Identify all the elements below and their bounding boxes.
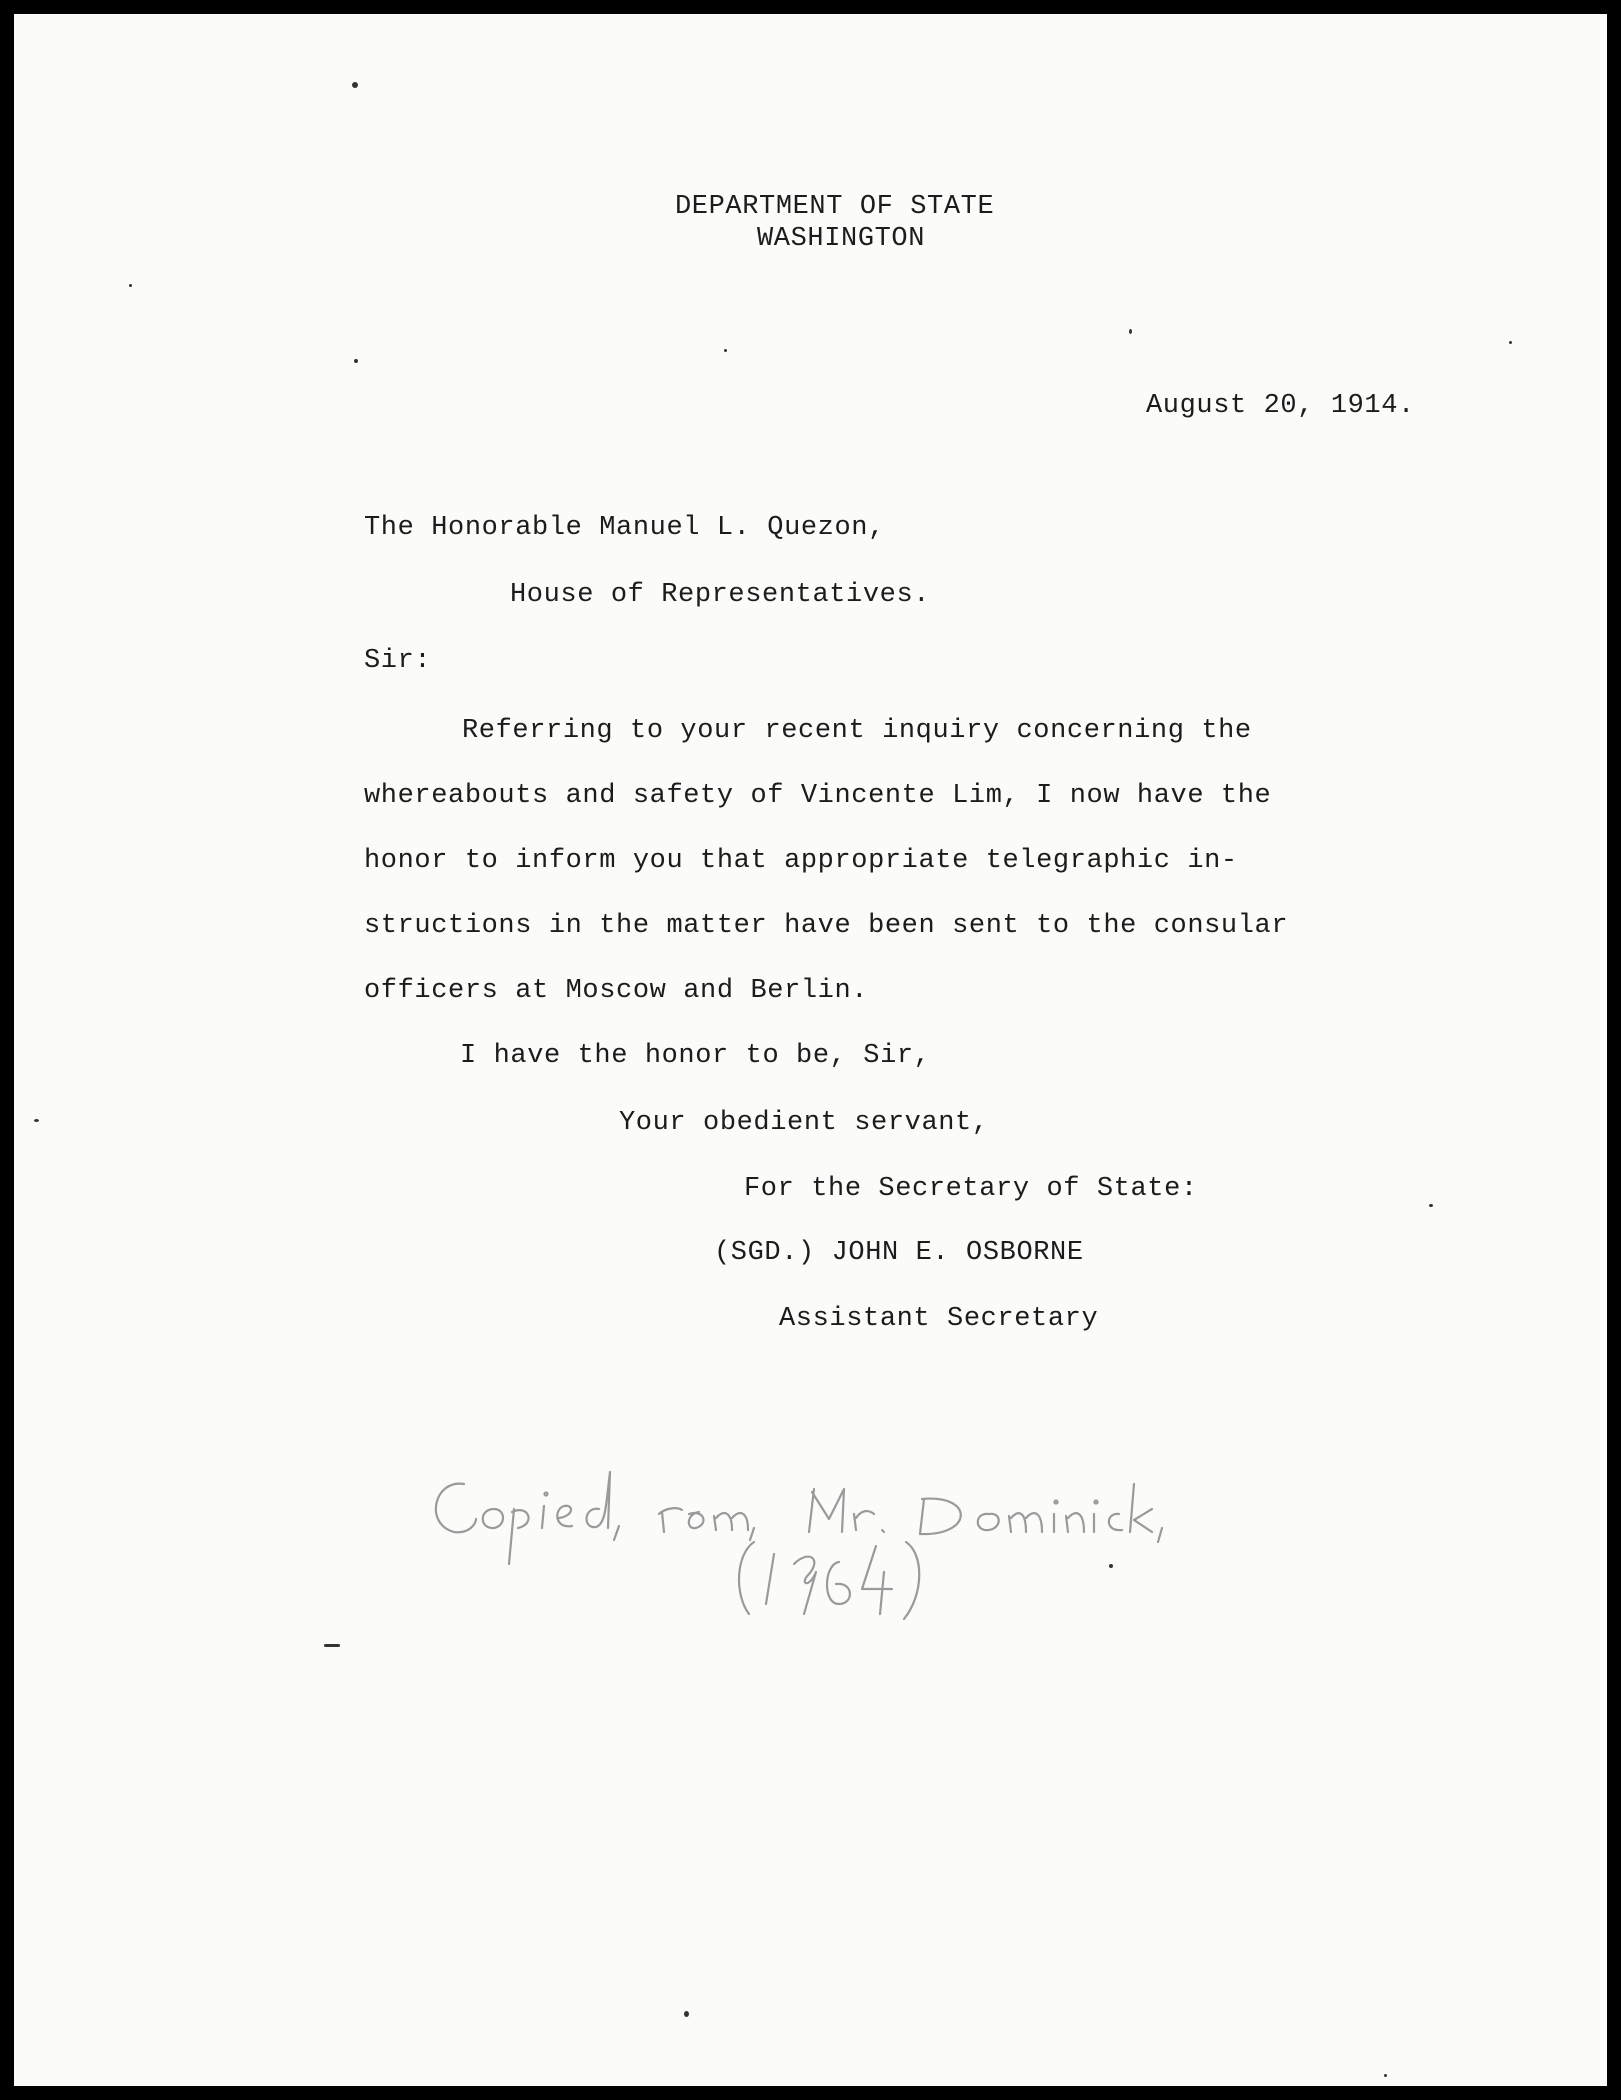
closing-line: I have the honor to be, Sir, [460, 1041, 931, 1071]
dust-speck [34, 1119, 39, 1122]
dust-speck [352, 82, 358, 88]
letterhead-department: DEPARTMENT OF STATE [675, 192, 995, 222]
dust-speck [129, 284, 132, 287]
salutation: Sir: [364, 646, 432, 676]
closing-line: Your obedient servant, [619, 1108, 989, 1138]
dust-speck [1429, 1204, 1433, 1207]
handwritten-annotation [414, 1454, 1314, 1674]
body-line: structions in the matter have been sent to the consular [364, 911, 1289, 941]
dust-speck [1384, 2074, 1387, 2077]
letter-date: August 20, 1914. [1146, 391, 1415, 421]
body-line: Referring to your recent inquiry concerning the [462, 716, 1252, 746]
closing-line: For the Secretary of State: [744, 1174, 1198, 1204]
body-line: honor to inform you that appropriate telegraphic in- [364, 846, 1238, 876]
signer-title: Assistant Secretary [779, 1304, 1099, 1334]
signature: (SGD.) JOHN E. OSBORNE [714, 1238, 1084, 1268]
letterhead-city: WASHINGTON [757, 224, 926, 254]
dust-speck [1509, 341, 1512, 344]
dust-speck [324, 1644, 340, 1647]
letter-page [14, 14, 1607, 2086]
body-line: officers at Moscow and Berlin. [364, 976, 869, 1006]
dust-speck [684, 2011, 689, 2017]
recipient-office: House of Representatives. [510, 580, 931, 610]
dust-speck [354, 359, 358, 363]
dust-speck [724, 349, 727, 352]
dust-speck [1129, 329, 1132, 334]
body-line: whereabouts and safety of Vincente Lim, I now have the [364, 781, 1272, 811]
recipient-name: The Honorable Manuel L. Quezon, [364, 513, 885, 543]
